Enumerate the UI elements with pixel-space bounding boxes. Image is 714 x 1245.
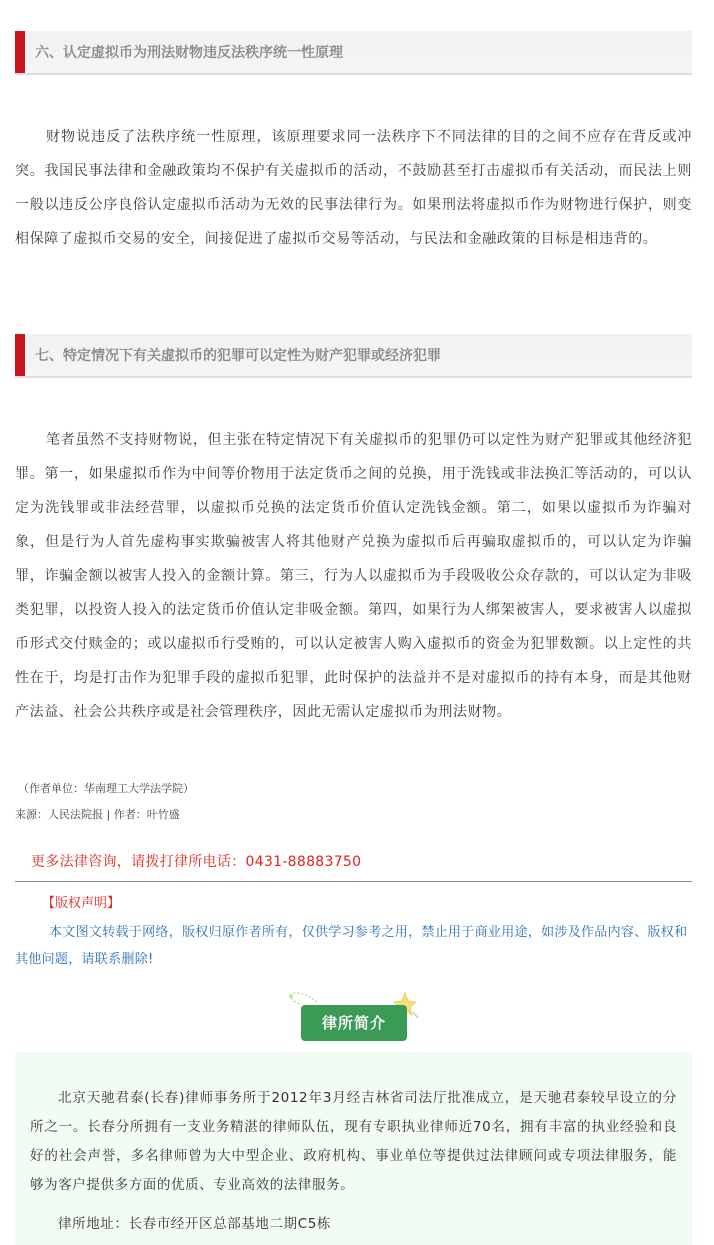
section-6-title: 六、认定虚拟币为刑法财物违反法秩序统一性原理: [35, 45, 343, 61]
section-7-paragraph: 笔者虽然不支持财物说，但主张在特定情况下有关虚拟币的犯罪仍可以定性为财产犯罪或其他经济犯罪。第一，如果虚拟币作为中间等价物用于法定货币之间的兑换，用于洗钱或非法换汇等活动的，可以认定为洗钱罪或非法经营罪，以虚拟币兑换的法定货币价值认定洗钱金额。第二，如果以虚拟币为诈骗对象，但是行为人首先虚构事实欺骗被害人将其他财产兑换为虚拟币后再骗取虚拟币的，可以认定为诈骗罪，诈骗金额以被害人投入的金额计算。第三，行为人以虚拟币为手段吸收公众存款的，可以认定为非吸类犯罪，以投资人投入的法定货币价值认定非吸金额。第四，如果行为人绑架被害人，要求被害人以虚拟币形式交付赎金的；或以虚拟币行受贿的，可以认定被害人购入虚拟币的资金为犯罪数额。以上定性的共性在于，均是打击作为犯罪手段的虚拟币犯罪，此时保护的法益并不是对虚拟币的持有本身，而是其他财产法益、社会公共秩序或是社会管理秩序，因此无需认定虚拟币为刑法财物。: [15, 432, 692, 720]
article-source: 来源：人民法院报 | 作者：叶竹盛: [15, 808, 180, 821]
section-6-heading: [15, 31, 692, 75]
heading-accent-bar: [15, 334, 25, 376]
divider: [15, 881, 692, 882]
firm-intro-badge: 律所简介: [301, 1005, 407, 1041]
firm-intro-badge-wrap: [285, 990, 425, 1046]
author-unit: （作者单位：华南理工大学法学院）: [18, 782, 194, 795]
copyright-title: 【版权声明】: [42, 896, 121, 911]
consult-phone-line[interactable]: 更多法律咨询，请拨打律所电话：0431-88883750: [31, 854, 362, 870]
firm-intro-box: [15, 1052, 692, 1245]
firm-intro-paragraph: 北京天驰君泰(长春)律师事务所于2012年3月经吉林省司法厅批准成立，是天驰君泰较早设立的分所之一。长春分所拥有一支业务精湛的律师队伍，现有专职执业律师近70名，拥有丰富的执业经验和良好的社会声誉，多名律师曾为大中型企业、政府机构、事业单位等提供过法律顾问或专项法律服务，能够为客户提供多方面的优质、专业高效的法律服务。: [30, 1090, 677, 1193]
firm-address: 律所地址：长春市经开区总部基地二期C5栋: [58, 1216, 332, 1232]
section-7-title: 七、特定情况下有关虚拟币的犯罪可以定性为财产犯罪或经济犯罪: [35, 348, 441, 364]
copyright-body: 本文图文转载于网络，版权归原作者所有，仅供学习参考之用，禁止用于商业用途，如涉及作品内容、版权和其他问题，请联系删除!: [15, 925, 688, 967]
heading-accent-bar: [15, 31, 25, 73]
section-6-paragraph: 财物说违反了法秩序统一性原理，该原理要求同一法秩序下不同法律的目的之间不应存在背反或冲突。我国民事法律和金融政策均不保护有关虚拟币的活动，不鼓励甚至打击虚拟币有关活动，而民法上则一般以违反公序良俗认定虚拟币活动为无效的民事法律行为。如果刑法将虚拟币作为财物进行保护，则变相保障了虚拟币交易的安全，间接促进了虚拟币交易等活动，与民法和金融政策的目标是相违背的。: [15, 129, 692, 247]
section-7-heading: [15, 334, 692, 378]
